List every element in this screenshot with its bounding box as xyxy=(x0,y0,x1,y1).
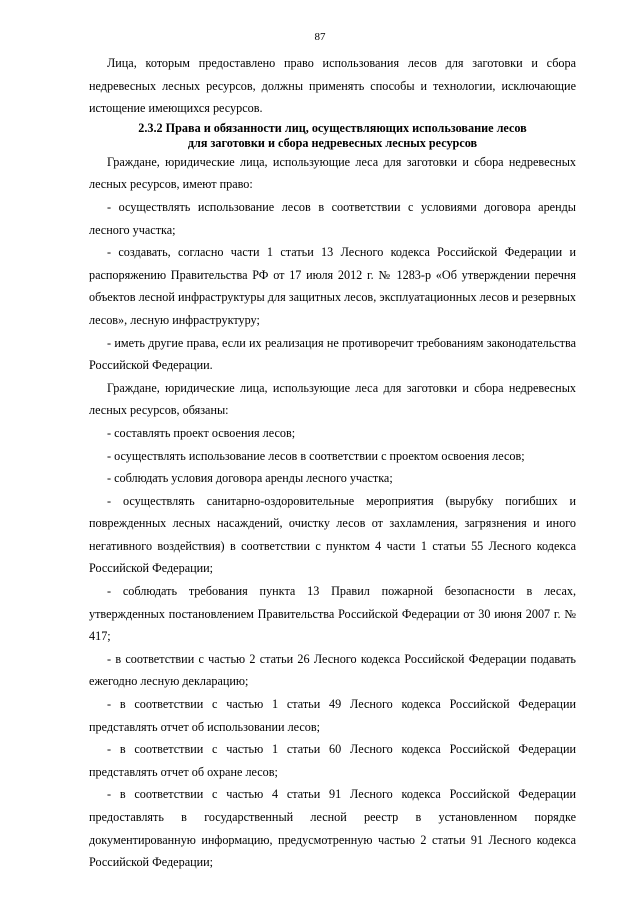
duties-item: - составлять проект освоения лесов; xyxy=(107,425,296,440)
duties-item: - осуществлять использование лесов в соответствии с проектом освоения лесов; xyxy=(107,448,525,463)
section-heading-line-1: 2.3.2 Права и обязанности лиц, осуществляющих использование лесов xyxy=(138,120,527,135)
rights-item: - иметь другие права, если их реализация не противоречит требованиям законодательства Российской Федерации. xyxy=(89,335,576,373)
duties-item: - в соответствии с частью 1 статьи 60 Лесного кодекса Российской Федерации представлять отчет об охране лесов; xyxy=(89,742,576,779)
intro-paragraph: Лица, которым предоставлено право использования лесов для заготовки и сбора недревесных лесных ресурсов, должны применять способы и технологии, исключающие истощение имеющихся ресурсов. xyxy=(89,56,576,116)
rights-item: - создавать, согласно части 1 статьи 13 Лесного кодекса Российской Федерации и распоряжению Правительства РФ от 17 июля 2012 г. № 1283-р «Об утверждении перечня объектов лесной инфраструктуры для защитных лесов, эксплуатационных лесов и резервных лесов», лесную инфраструктуру; xyxy=(89,245,576,327)
duties-item: - в соответствии с частью 4 статьи 91 Лесного кодекса Российской Федерации предоставлять в государственный лесной реестр в установленном порядке документированную информацию, предусмотренную частью 2 статьи 91 Лесного кодекса Российской Федерации; xyxy=(89,787,576,870)
rights-intro-paragraph: Граждане, юридические лица, использующие леса для заготовки и сбора недревесных лесных ресурсов, имеют право: xyxy=(89,154,576,192)
page-number: 87 xyxy=(314,31,326,43)
duties-item: - в соответствии с частью 1 статьи 49 Лесного кодекса Российской Федерации представлять отчет об использовании лесов; xyxy=(89,697,576,734)
duties-item: - осуществлять санитарно-оздоровительные мероприятия (вырубку погибших и поврежденных лесных насаждений, очистку лесов от захламления, загрязнения и иного негативного воздействия) в соответствии с пунктом 4 части 1 статьи 55 Лесного кодекса Российской Федерации; xyxy=(89,493,576,576)
duties-item: - в соответствии с частью 2 статьи 26 Лесного кодекса Российской Федерации подавать ежегодно лесную декларацию; xyxy=(89,651,576,689)
duties-item: - соблюдать требования пункта 13 Правил пожарной безопасности в лесах, утвержденных постановлением Правительства Российской Федерации от 30 июня 2007 г. № 417; xyxy=(89,584,576,644)
section-heading xyxy=(89,121,576,151)
document-body xyxy=(89,52,576,874)
duties-item: - соблюдать условия договора аренды лесного участка; xyxy=(107,471,393,486)
section-heading-line-2: для заготовки и сбора недревесных лесных ресурсов xyxy=(187,135,478,150)
duties-intro-paragraph: Граждане, юридические лица, использующие леса для заготовки и сбора недревесных лесных ресурсов, обязаны: xyxy=(89,380,576,418)
rights-item: - осуществлять использование лесов в соответствии с условиями договора аренды лесного участка; xyxy=(89,199,576,237)
